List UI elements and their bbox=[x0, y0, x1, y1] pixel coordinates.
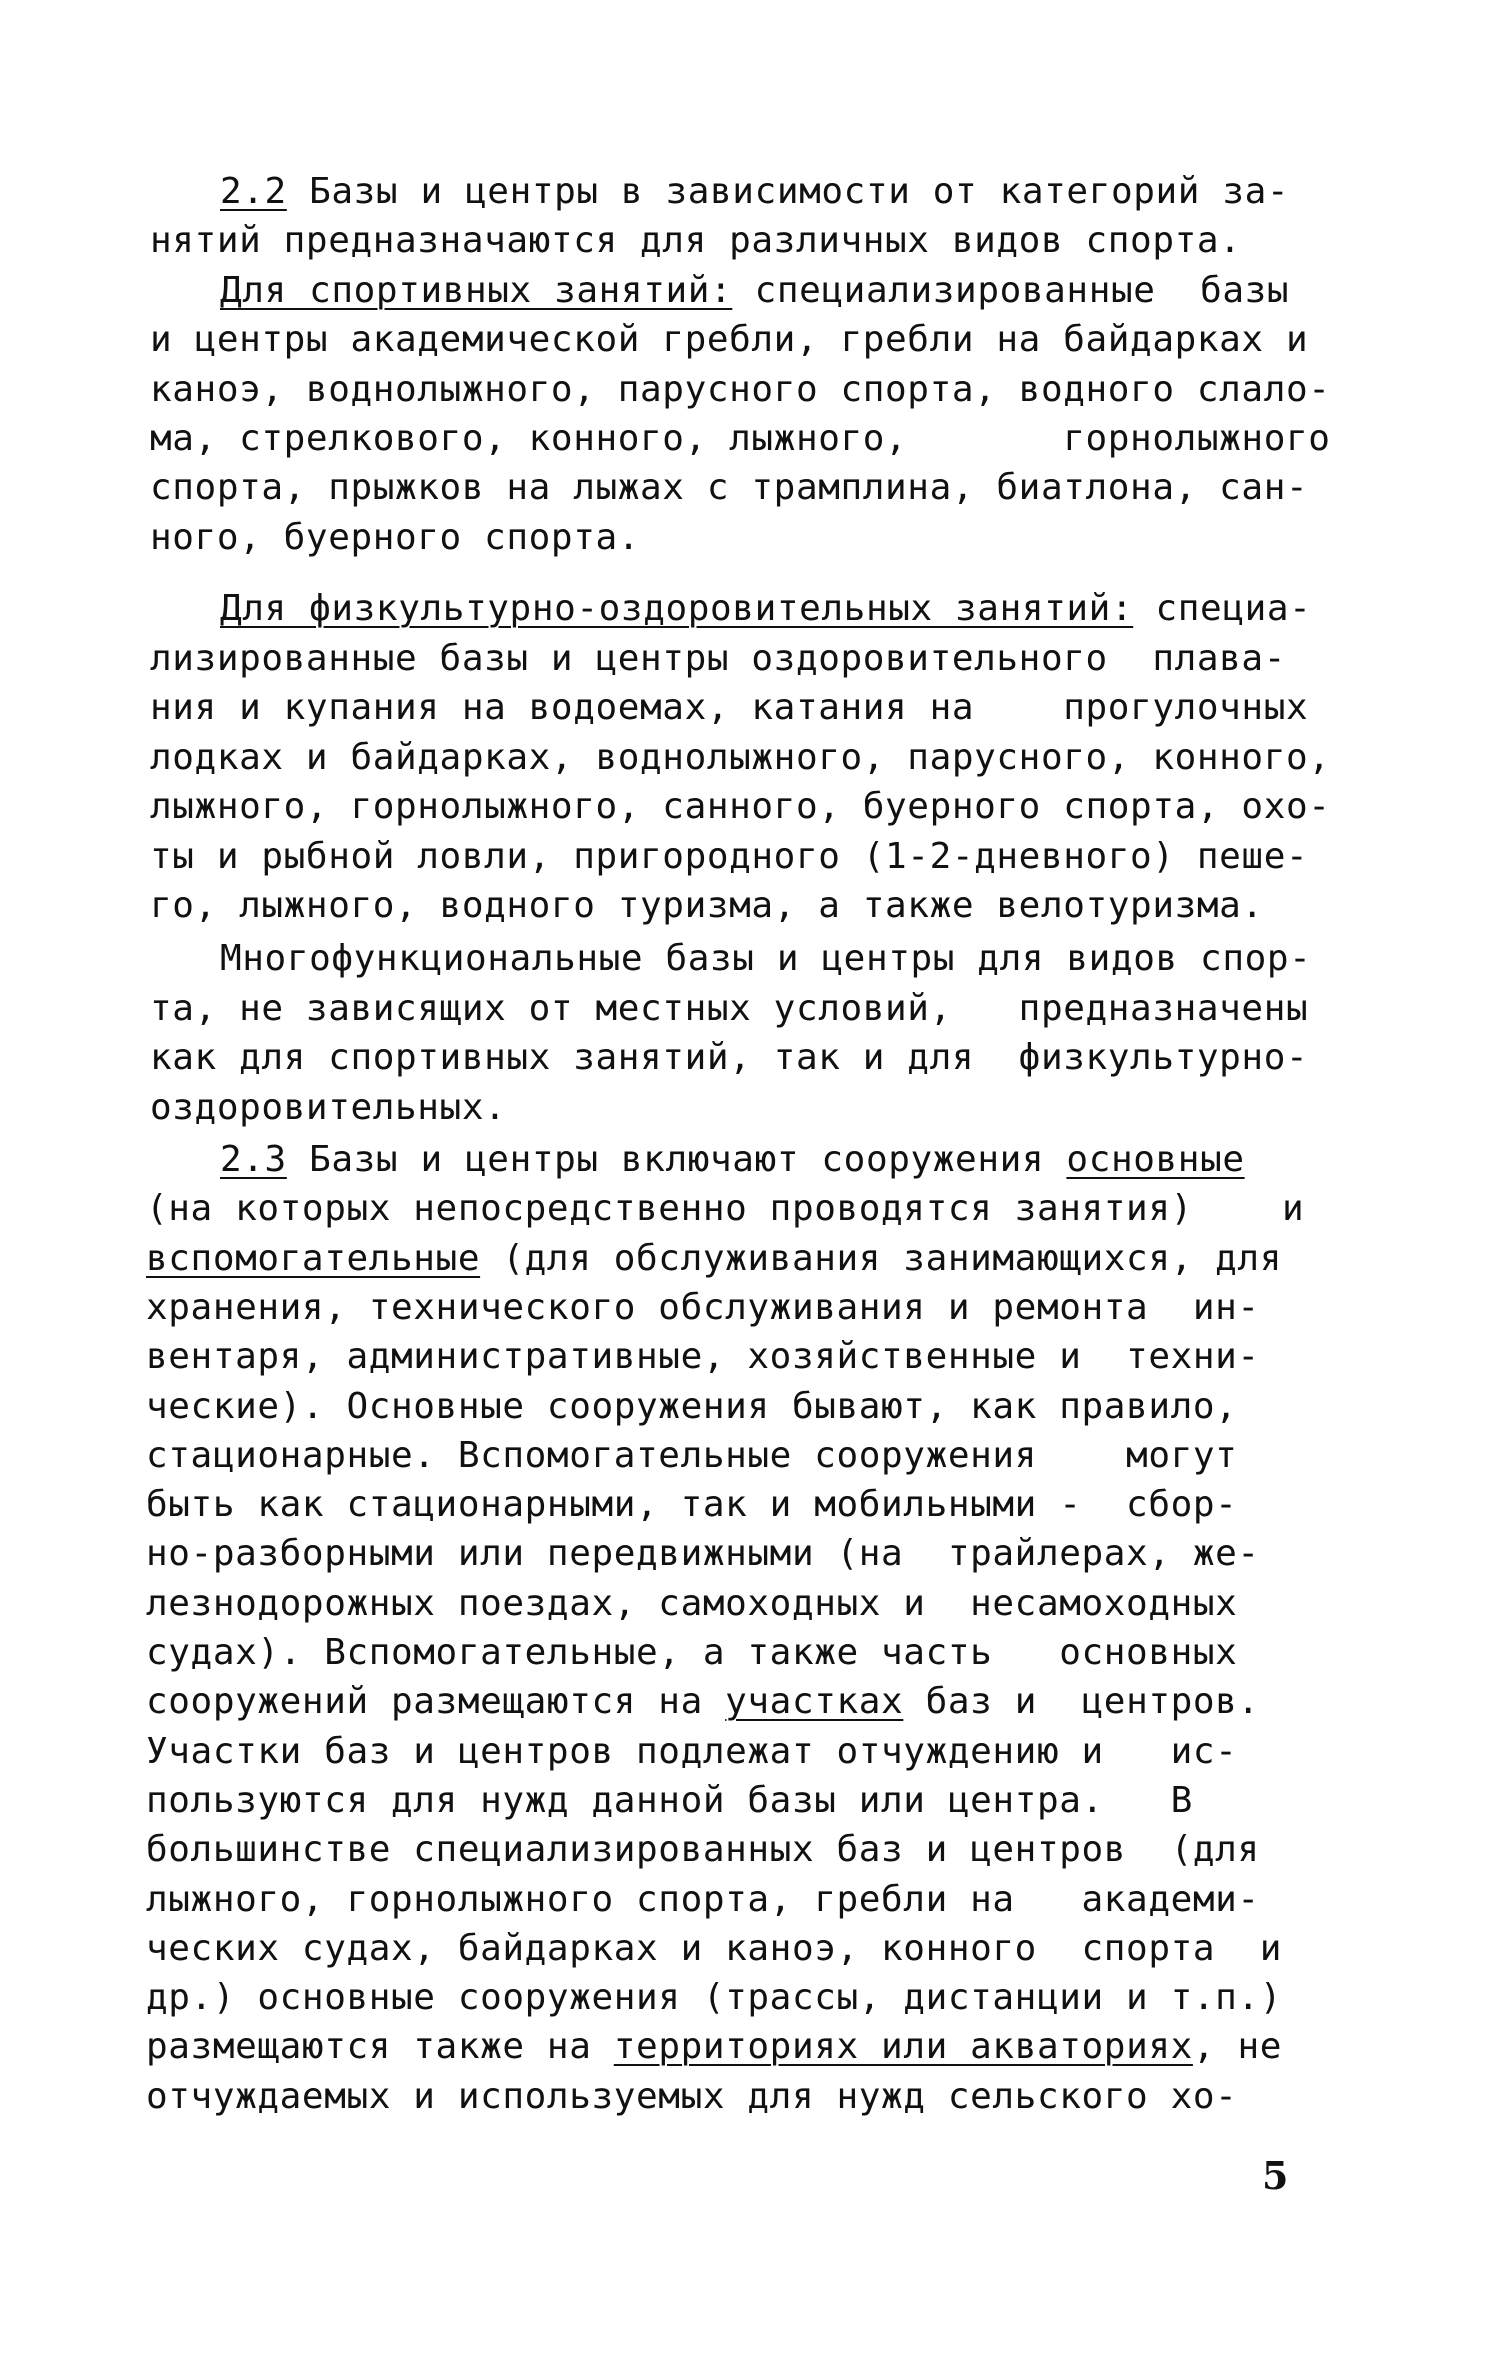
text-run: сооружений размещаются на bbox=[146, 1681, 726, 1723]
text-run: баз и центров. bbox=[903, 1681, 1260, 1723]
text-run: размещаются также на bbox=[146, 2026, 614, 2068]
text-line bbox=[220, 168, 1289, 216]
page-number: 5 bbox=[1262, 2153, 1289, 2198]
text-run: но-разборными или передвижными (на трайлерах, же- bbox=[146, 1533, 1260, 1575]
text-line bbox=[150, 1084, 506, 1132]
text-line bbox=[146, 1235, 1282, 1283]
text-run: ты и рыбной ловли, пригородного (1-2-дневного) пеше- bbox=[150, 835, 1309, 877]
text-line bbox=[146, 2023, 1282, 2071]
text-run: оздоровительных. bbox=[150, 1086, 507, 1128]
text-line bbox=[146, 1925, 1282, 1973]
text-run: др.) основные сооружения (трассы, дистанции и т.п.) bbox=[146, 1977, 1282, 2019]
text-line bbox=[146, 1629, 1237, 1677]
text-run: ного, буерного спорта. bbox=[150, 516, 641, 558]
text-run: ческих судах, байдарках и каноэ, конного спорта и bbox=[146, 1927, 1282, 1969]
text-line bbox=[150, 985, 1308, 1033]
text-run: Участки баз и центров подлежат отчуждению и ис- bbox=[146, 1730, 1238, 1772]
text-run: специа- bbox=[1133, 588, 1312, 629]
text-line bbox=[146, 1580, 1237, 1628]
underlined-term: Для физкультурно-оздоровительных занятий: bbox=[220, 588, 1134, 629]
text-line bbox=[150, 783, 1331, 831]
text-run: быть как стационарными, так и мобильными - сбор- bbox=[146, 1484, 1238, 1526]
text-run: хранения, технического обслуживания и ремонта ин- bbox=[146, 1286, 1260, 1328]
underlined-term: 2.3 bbox=[220, 1139, 287, 1180]
text-run: Базы и центры в зависимости от категорий за- bbox=[286, 171, 1290, 212]
text-line bbox=[150, 415, 1331, 463]
text-run: Многофункциональные базы и центры для видов спор- bbox=[220, 938, 1312, 979]
underlined-term: основные bbox=[1066, 1139, 1245, 1180]
text-line bbox=[146, 1876, 1260, 1924]
underlined-term: участках bbox=[725, 1681, 904, 1723]
text-run: и центры академической гребли, гребли на байдарках и bbox=[150, 319, 1309, 361]
text-line bbox=[146, 1530, 1260, 1578]
text-line bbox=[150, 217, 1241, 265]
text-line bbox=[220, 267, 1289, 315]
text-run: вентаря, административные, хозяйственные и техни- bbox=[146, 1336, 1260, 1378]
text-line bbox=[146, 1383, 1237, 1431]
text-line bbox=[150, 635, 1286, 683]
text-run: ния и купания на водоемах, катания на прогулочных bbox=[150, 687, 1309, 728]
text-line bbox=[146, 1974, 1282, 2022]
text-line bbox=[150, 464, 1308, 512]
text-line bbox=[150, 684, 1308, 732]
text-run: , не bbox=[1192, 2026, 1282, 2068]
text-run: лезнодорожных поездах, самоходных и несамоходных bbox=[146, 1582, 1238, 1624]
underlined-term: вспомогательные bbox=[146, 1237, 481, 1279]
text-run: пользуются для нужд данной базы или центра. В bbox=[146, 1779, 1193, 1821]
text-line bbox=[150, 833, 1308, 881]
text-run: нятий предназначаются для различных видов спорта. bbox=[150, 220, 1242, 262]
text-run: лыжного, горнолыжного спорта, гребли на академи- bbox=[146, 1878, 1260, 1920]
text-run: (для обслуживания занимающихся, для bbox=[480, 1237, 1282, 1279]
text-run: лизированные базы и центры оздоровительного плава- bbox=[150, 637, 1286, 679]
text-run: судах). Вспомогательные, а также часть основных bbox=[146, 1632, 1238, 1673]
text-line bbox=[150, 1034, 1308, 1082]
text-run: каноэ, воднолыжного, парусного спорта, водного слало- bbox=[150, 368, 1331, 410]
text-run: специализированные базы bbox=[732, 269, 1290, 311]
text-line bbox=[220, 585, 1311, 633]
text-line bbox=[150, 734, 1331, 782]
text-run: (на которых непосредственно проводятся занятия) и bbox=[146, 1188, 1305, 1230]
text-line bbox=[150, 882, 1264, 930]
text-run: Базы и центры включают сооружения bbox=[286, 1139, 1067, 1180]
text-run: ма, стрелкового, конного, лыжного, горнолыжного bbox=[150, 418, 1331, 459]
text-line bbox=[146, 1432, 1237, 1480]
text-line bbox=[220, 1136, 1245, 1184]
text-run: стационарные. Вспомогательные сооружения могут bbox=[146, 1434, 1238, 1476]
text-run: го, лыжного, водного туризма, а также велотуризма. bbox=[150, 885, 1264, 926]
text-run: ческие). Основные сооружения бывают, как правило, bbox=[146, 1385, 1238, 1427]
underlined-term: 2.2 bbox=[220, 171, 287, 212]
text-run: та, не зависящих от местных условий, предназначены bbox=[150, 987, 1309, 1029]
text-line bbox=[220, 935, 1311, 983]
text-line bbox=[150, 366, 1331, 414]
text-run: как для спортивных занятий, так и для физкультурно- bbox=[150, 1037, 1309, 1078]
text-line bbox=[146, 1481, 1237, 1529]
text-run: лодках и байдарках, воднолыжного, парусного, конного, bbox=[150, 736, 1331, 778]
text-line bbox=[146, 1826, 1260, 1874]
text-line bbox=[146, 1185, 1304, 1233]
underlined-term: Для спортивных занятий: bbox=[220, 269, 733, 311]
text-line bbox=[146, 1284, 1260, 1332]
text-line bbox=[150, 514, 640, 562]
underlined-term: территориях или акваториях bbox=[613, 2026, 1193, 2068]
text-run: лыжного, горнолыжного, санного, буерного спорта, охо- bbox=[150, 786, 1331, 827]
text-line bbox=[146, 1678, 1260, 1726]
text-line bbox=[146, 1777, 1193, 1825]
text-line bbox=[146, 1333, 1260, 1381]
text-run: спорта, прыжков на лыжах с трамплина, биатлона, сан- bbox=[150, 467, 1309, 509]
text-line bbox=[146, 1728, 1237, 1776]
text-line bbox=[150, 316, 1308, 364]
text-line bbox=[146, 2073, 1237, 2121]
text-run: большинстве специализированных баз и центров (для bbox=[146, 1829, 1260, 1871]
text-run: отчуждаемых и используемых для нужд сельского хо- bbox=[146, 2075, 1238, 2117]
